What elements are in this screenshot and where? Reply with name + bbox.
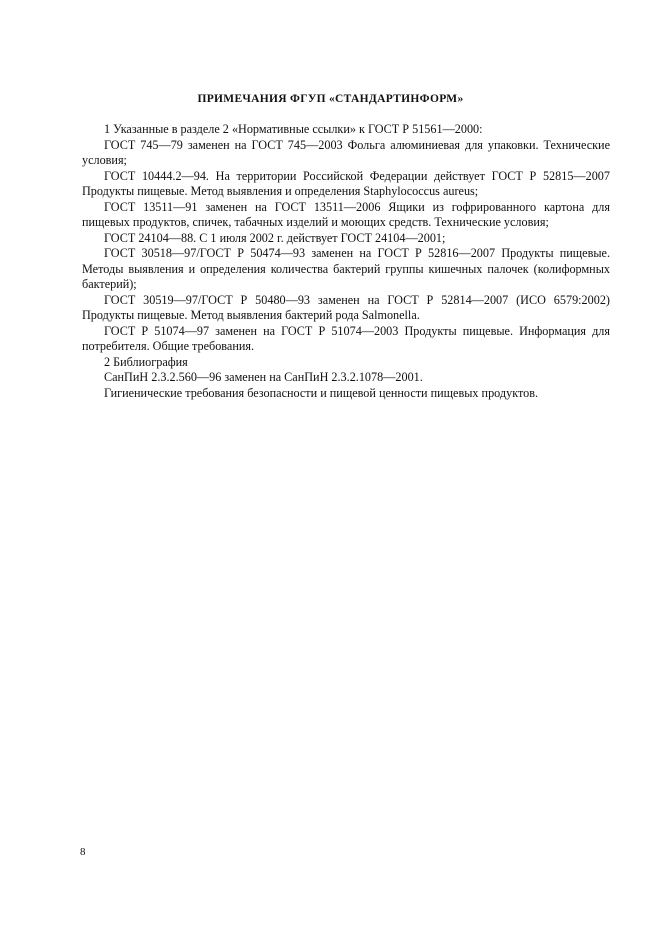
note-paragraph: ГОСТ 24104—88. С 1 июля 2002 г. действует ГОСТ 24104—2001; (104, 230, 446, 245)
note-paragraph: СанПиН 2.3.2.560—96 заменен на СанПиН 2.3.2.1078—2001. (104, 370, 423, 384)
page-number: 8 (80, 846, 86, 858)
note-paragraph: ГОСТ Р 51074—97 заменен на ГОСТ Р 51074—2003 Продукты пищевые. Информация для потребителя. Общие требования. (82, 323, 610, 353)
notes-body (82, 122, 610, 401)
note-paragraph: ГОСТ 13511—91 заменен на ГОСТ 13511—2006 Ящики из гофрированного картона для пищевых продуктов, спичек, табачных изделий и моющих средств. Технические условия; (82, 199, 610, 229)
note-paragraph: 1 Указанные в разделе 2 «Нормативные ссылки» к ГОСТ Р 51561—2000: (104, 122, 483, 136)
note-paragraph: ГОСТ 10444.2—94. На территории Российской Федерации действует ГОСТ Р 52815—2007 Продукты пищевые. Метод выявления и определения Staphylococcus aureus; (82, 168, 610, 198)
note-paragraph: ГОСТ 30518—97/ГОСТ Р 50474—93 заменен на ГОСТ Р 52816—2007 Продукты пищевые. Методы выявления и определения количества бактерий группы кишечных палочек (колиформных бактерий); (82, 246, 610, 291)
notes-title: ПРИМЕЧАНИЯ ФГУП «СТАНДАРТИНФОРМ» (197, 93, 464, 105)
note-paragraph: ГОСТ 745—79 заменен на ГОСТ 745—2003 Фольга алюминиевая для упаковки. Технические условия; (82, 137, 610, 167)
note-paragraph: Гигиенические требования безопасности и пищевой ценности пищевых продуктов. (104, 385, 539, 400)
note-paragraph: ГОСТ 30519—97/ГОСТ Р 50480—93 заменен на ГОСТ Р 52814—2007 (ИСО 6579:2002) Продукты пищевые. Метод выявления бактерий рода Salmonella. (82, 292, 610, 322)
section-heading-bibliography: 2 Библиография (104, 354, 188, 369)
